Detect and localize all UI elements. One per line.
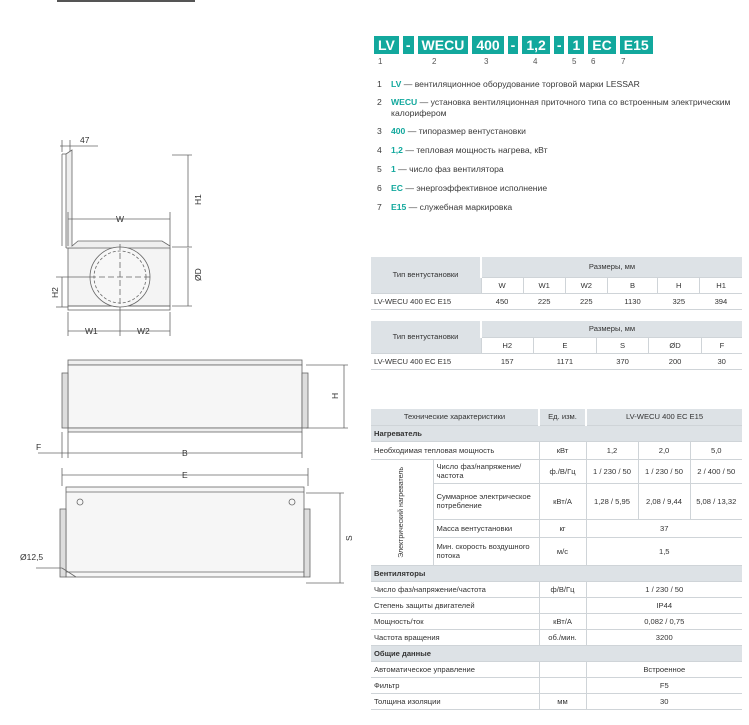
dim-d: ØD bbox=[193, 268, 203, 281]
legend-text: — энергоэффективное исполнение bbox=[402, 183, 548, 193]
table-cell: 1171 bbox=[534, 353, 597, 369]
type-header: Тип вентустановки bbox=[371, 321, 481, 353]
table-cell: 30 bbox=[701, 353, 742, 369]
legend-item bbox=[377, 183, 742, 194]
table-cell: 5,08 / 13,32 bbox=[690, 483, 742, 519]
table-cell: 30 bbox=[586, 693, 742, 709]
side-view bbox=[38, 360, 348, 458]
code-number: 7 bbox=[621, 57, 626, 66]
section-general: Общие данные bbox=[371, 645, 742, 661]
table-cell: 37 bbox=[586, 519, 742, 537]
row-label: LV-WECU 400 EC E15 bbox=[371, 353, 481, 369]
table-cell: Встроенное bbox=[586, 661, 742, 677]
code-seg-dash: - bbox=[508, 36, 519, 54]
table-cell: 2 / 400 / 50 bbox=[690, 459, 742, 483]
unit-cell: кВт/А bbox=[539, 483, 586, 519]
legend-key: 400 bbox=[391, 126, 406, 136]
electric-heater-label: Электрический нагреватель bbox=[397, 466, 405, 558]
dim-e: E bbox=[182, 470, 188, 480]
code-seg-lv: LV bbox=[374, 36, 399, 54]
unit-cell: об./мин. bbox=[539, 629, 586, 645]
front-view bbox=[56, 140, 192, 336]
legend-item bbox=[377, 79, 742, 90]
dim-w: W bbox=[116, 214, 125, 224]
unit-cell: м/с bbox=[539, 537, 586, 565]
dim-f: F bbox=[36, 442, 42, 452]
legend-text: — число фаз вентилятора bbox=[395, 164, 504, 174]
code-seg-dash: - bbox=[403, 36, 414, 54]
dimensions-table-2 bbox=[371, 321, 742, 370]
row-label: Автоматическое управление bbox=[371, 661, 539, 677]
column-header: ØD bbox=[649, 337, 702, 353]
column-header: H1 bbox=[700, 277, 742, 293]
legend-key: E15 bbox=[391, 202, 407, 212]
row-label: Мощность/ток bbox=[371, 613, 539, 629]
code-seg-dash: - bbox=[554, 36, 565, 54]
column-header: E bbox=[534, 337, 597, 353]
unit-cell: кВт/А bbox=[539, 613, 586, 629]
table-cell: 1,2 bbox=[586, 441, 638, 459]
legend-text: — установка вентиляционная приточного типа со встроенным электрическим калорифером bbox=[391, 97, 731, 118]
table-cell: IP44 bbox=[586, 597, 742, 613]
column-header: W1 bbox=[523, 277, 565, 293]
table-cell: 0,082 / 0,75 bbox=[586, 613, 742, 629]
legend-text: — тепловая мощность нагрева, кВт bbox=[402, 145, 548, 155]
table-cell: 1 / 230 / 50 bbox=[638, 459, 690, 483]
code-number: 6 bbox=[591, 57, 596, 66]
legend-number: 4 bbox=[377, 145, 382, 155]
code-number: 3 bbox=[484, 57, 489, 66]
dim-h1: H1 bbox=[193, 194, 203, 205]
code-seg-power: 1,2 bbox=[522, 36, 549, 54]
dim-h: H bbox=[330, 392, 340, 399]
top-view bbox=[36, 468, 344, 583]
code-seg-e15: E15 bbox=[620, 36, 653, 54]
type-header: Тип вентустановки bbox=[371, 257, 481, 293]
column-header: W2 bbox=[565, 277, 607, 293]
legend-item bbox=[377, 202, 742, 213]
table-cell: 1,28 / 5,95 bbox=[586, 483, 638, 519]
table-cell: 2,0 bbox=[638, 441, 690, 459]
row-label: Толщина изоляции bbox=[371, 693, 539, 709]
dimensions-table-1 bbox=[371, 257, 742, 310]
column-header: W bbox=[481, 277, 523, 293]
dim-s: S bbox=[344, 535, 354, 541]
unit-cell bbox=[539, 677, 586, 693]
legend-number: 3 bbox=[377, 126, 382, 136]
specs-header: Технические характеристики bbox=[371, 409, 539, 425]
code-seg-wecu: WECU bbox=[418, 36, 469, 54]
table-cell: 2,08 / 9,44 bbox=[638, 483, 690, 519]
column-header: F bbox=[701, 337, 742, 353]
legend-item bbox=[377, 126, 742, 137]
legend-key: 1 bbox=[391, 164, 396, 174]
model-code bbox=[374, 36, 657, 66]
unit-cell bbox=[539, 661, 586, 677]
legend-key: EC bbox=[391, 183, 403, 193]
legend-item bbox=[377, 164, 742, 175]
electric-heater-label-cell bbox=[371, 459, 433, 565]
table-cell: 1 / 230 / 50 bbox=[586, 459, 638, 483]
legend-number: 5 bbox=[377, 164, 382, 174]
table-cell: 1 / 230 / 50 bbox=[586, 581, 742, 597]
row-label: Суммарное электрическое потребление bbox=[433, 483, 539, 519]
row-label: Частота вращения bbox=[371, 629, 539, 645]
code-seg-phases: 1 bbox=[568, 36, 584, 54]
legend-number: 6 bbox=[377, 183, 382, 193]
code-seg-ec: EC bbox=[588, 36, 615, 54]
column-header: B bbox=[607, 277, 657, 293]
table-cell: 3200 bbox=[586, 629, 742, 645]
technical-specs-table bbox=[371, 409, 742, 710]
dim-b: B bbox=[182, 448, 188, 458]
code-number: 4 bbox=[533, 57, 538, 66]
dim-h2: H2 bbox=[50, 287, 60, 298]
dimensions-header: Размеры, мм bbox=[481, 257, 742, 277]
model-header: LV-WECU 400 EC E15 bbox=[586, 409, 742, 425]
table-cell: 1,5 bbox=[586, 537, 742, 565]
table-cell: 200 bbox=[649, 353, 702, 369]
legend-text: — типоразмер вентустановки bbox=[405, 126, 526, 136]
table-cell: 1130 bbox=[607, 293, 657, 309]
column-header: S bbox=[596, 337, 649, 353]
row-label: LV-WECU 400 EC E15 bbox=[371, 293, 481, 309]
legend-item bbox=[377, 97, 742, 119]
table-cell: 370 bbox=[596, 353, 649, 369]
table-cell: 450 bbox=[481, 293, 523, 309]
section-heater: Нагреватель bbox=[371, 425, 742, 441]
legend-key: LV bbox=[391, 79, 402, 89]
table-cell: F5 bbox=[586, 677, 742, 693]
table-cell: 394 bbox=[700, 293, 742, 309]
legend-key: 1,2 bbox=[391, 145, 403, 155]
unit-cell: мм bbox=[539, 693, 586, 709]
code-number: 5 bbox=[572, 57, 577, 66]
unit-cell: кг bbox=[539, 519, 586, 537]
row-label: Число фаз/напряжение/ частота bbox=[433, 459, 539, 483]
row-label: Мин. скорость воздушного потока bbox=[433, 537, 539, 565]
row-label: Масса вентустановки bbox=[433, 519, 539, 537]
unit-cell: ф/В/Гц bbox=[539, 581, 586, 597]
legend-text: — служебная маркировка bbox=[406, 202, 513, 212]
dim-47: 47 bbox=[80, 135, 90, 145]
legend-number: 7 bbox=[377, 202, 382, 212]
legend-number: 2 bbox=[377, 97, 382, 107]
table-cell: 225 bbox=[565, 293, 607, 309]
column-header: H2 bbox=[481, 337, 534, 353]
section-fans: Вентиляторы bbox=[371, 565, 742, 581]
dimensions-header: Размеры, мм bbox=[481, 321, 742, 337]
unit-cell bbox=[539, 597, 586, 613]
unit-cell: ф./В/Гц bbox=[539, 459, 586, 483]
code-legend bbox=[377, 79, 742, 213]
code-number: 1 bbox=[378, 57, 383, 66]
dim-w2: W2 bbox=[137, 326, 150, 336]
row-label: Число фаз/напряжение/частота bbox=[371, 581, 539, 597]
legend-item bbox=[377, 145, 742, 156]
unit-cell: кВт bbox=[539, 441, 586, 459]
dim-w1: W1 bbox=[85, 326, 98, 336]
table-cell: 5,0 bbox=[690, 441, 742, 459]
table-cell: 325 bbox=[658, 293, 700, 309]
table-cell: 225 bbox=[523, 293, 565, 309]
column-header: H bbox=[658, 277, 700, 293]
legend-number: 1 bbox=[377, 79, 382, 89]
dim-hole: Ø12,5 bbox=[20, 552, 44, 562]
table-cell: 157 bbox=[481, 353, 534, 369]
row-label: Необходимая тепловая мощность bbox=[371, 441, 539, 459]
code-number: 2 bbox=[432, 57, 437, 66]
row-label: Фильтр bbox=[371, 677, 539, 693]
row-label: Степень защиты двигателей bbox=[371, 597, 539, 613]
unit-header: Ед. изм. bbox=[539, 409, 586, 425]
legend-text: — вентиляционное оборудование торговой марки LESSAR bbox=[401, 79, 640, 89]
legend-key: WECU bbox=[391, 97, 418, 107]
code-seg-size: 400 bbox=[472, 36, 503, 54]
